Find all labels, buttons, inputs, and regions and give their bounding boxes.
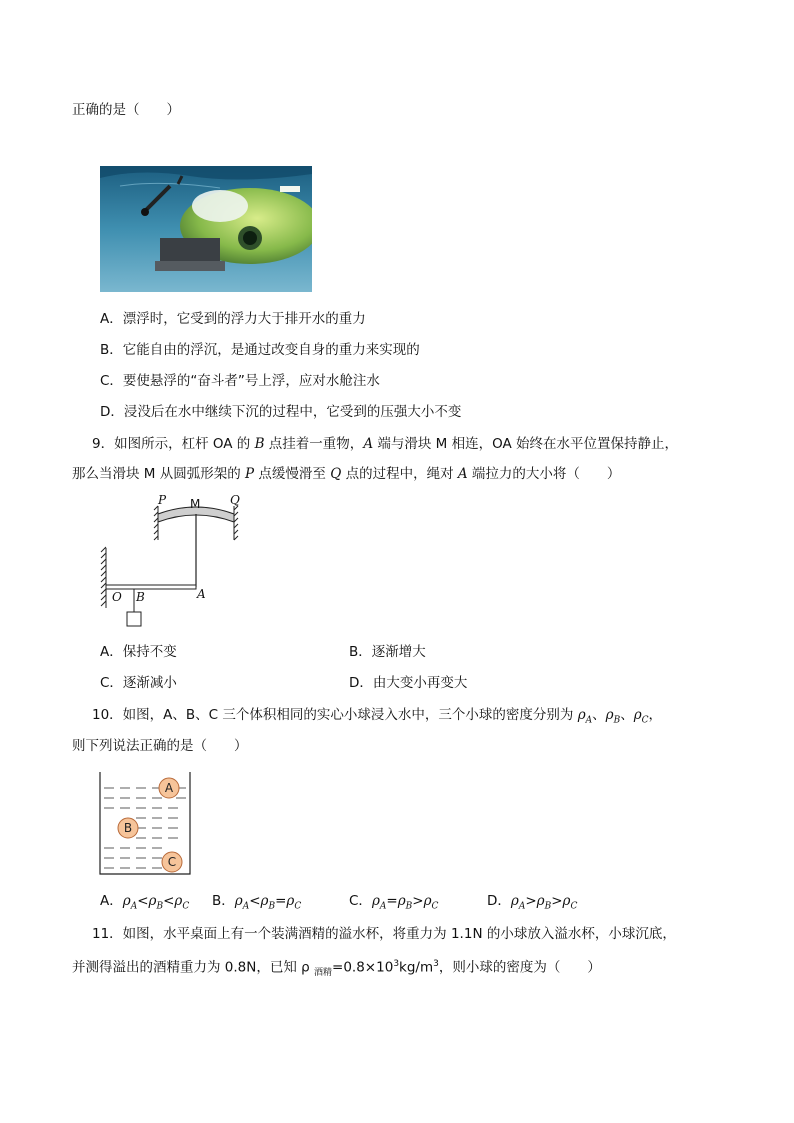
label-p: P xyxy=(158,493,167,507)
lever-diagram xyxy=(96,490,246,632)
q9-option-c: C．逐渐减小 xyxy=(100,675,177,691)
ball-a-label: A xyxy=(164,781,174,795)
q10-stem-line1: 10．如图，A、B、C 三个体积相同的实心小球浸入水中，三个小球的密度分别为 $\rho_A$、$\rho_B$、$\rho_C$， xyxy=(92,707,663,726)
q10-stem-line2: 则下列说法正确的是（ ） xyxy=(72,738,248,754)
weight-block xyxy=(127,612,141,626)
q8-option-b: B．它能自由的浮沉，是通过改变自身的重力来实现的 xyxy=(100,342,420,358)
submersible-photo xyxy=(100,166,312,292)
q10-option-d: D．$\rho_A>\rho_B>\rho_C$ xyxy=(487,893,578,912)
q11-stem-line1: 11．如图，水平桌面上有一个装满酒精的溢水杯，将重力为 1.1N 的小球放入溢水杯，小球沉底， xyxy=(92,926,676,942)
q9-stem-line2: 那么当滑块 M 从圆弧形架的 P 点缓慢滑至 Q 点的过程中，绳对 A 端拉力的大小将（ ） xyxy=(72,466,621,482)
label-m: M xyxy=(190,497,201,511)
q8-stem-tail: 正确的是（ ） xyxy=(72,102,180,118)
container-diagram xyxy=(96,766,196,878)
q9-option-b: B．逐渐增大 xyxy=(349,644,426,660)
q9-option-a: A．保持不变 xyxy=(100,644,177,660)
label-o: O xyxy=(112,590,122,604)
lever-oa xyxy=(106,585,196,589)
label-q: Q xyxy=(230,493,240,507)
q10-option-b: B．$\rho_A<\rho_B=\rho_C$ xyxy=(212,893,302,912)
q11-stem-line2: 并测得溢出的酒精重力为 0.8N，已知 ρ $_{酒精}=0.8\times 10^3kg/m^3$，则小球的密度为（ ） xyxy=(72,959,601,979)
q10-option-c: C．$\rho_A=\rho_B>\rho_C$ xyxy=(349,893,439,912)
q9-stem-line1: 9．如图所示，杠杆 OA 的 B 点挂着一重物，A 端与滑块 M 相连，OA 始终在水平位置保持静止， xyxy=(92,436,678,452)
ball-b-label: B xyxy=(123,821,133,835)
ball-c-label: C xyxy=(167,855,177,869)
q8-option-c: C．要使悬浮的“奋斗者”号上浮，应对水舱注水 xyxy=(100,373,380,389)
q8-option-d: D．浸没后在水中继续下沉的过程中，它受到的压强大小不变 xyxy=(100,404,462,420)
q9-option-d: D．由大变小再变大 xyxy=(349,675,468,691)
q8-option-a: A．漂浮时，它受到的浮力大于排开水的重力 xyxy=(100,311,366,327)
label-a: A xyxy=(197,587,206,601)
q10-option-a: A．$\rho_A<\rho_B<\rho_C$ xyxy=(100,893,190,912)
label-b: B xyxy=(136,590,145,604)
